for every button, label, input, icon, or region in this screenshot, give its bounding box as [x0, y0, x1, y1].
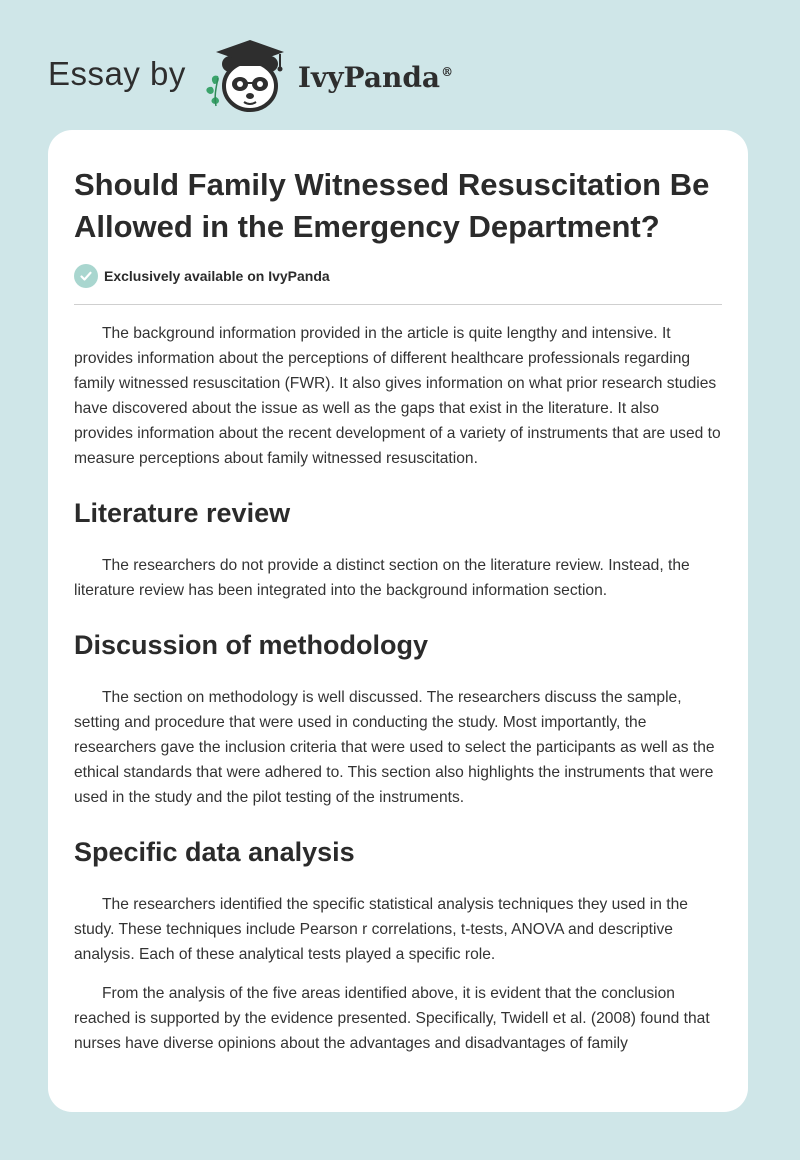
intro-paragraph: The background information provided in the article is quite lengthy and intensive. It provides information about the perceptions of different healthcare professionals regarding family witnessed resuscitation (FWR). It also gives information on what prior research studies have discovered about the issue as well as the gaps that exist in the literature. It also provides information about the recent development of a variety of instruments that are used to measure perceptions about family witnessed resuscitation.	[74, 325, 721, 467]
essay-title: Should Family Witnessed Resuscitation Be Allowed in the Emergency Department?	[74, 167, 710, 244]
section-heading: Discussion of methodology	[74, 630, 429, 660]
brand-prefix: Essay by	[48, 55, 186, 92]
section-methodology	[74, 629, 722, 810]
panda-graduate-logo[interactable]	[200, 34, 296, 114]
section-literature-review	[74, 497, 722, 603]
divider	[74, 304, 722, 305]
section-paragraph: The researchers identified the specific statistical analysis techniques they used in the study. These techniques include Pearson r correlations, t-tests, ANOVA and descriptive analysis. Each of these analytical tests played a specific role.	[74, 896, 688, 963]
brand-header	[48, 34, 453, 114]
brand-name[interactable]	[298, 61, 453, 94]
ivy-leaf-icon	[206, 76, 219, 106]
section-heading: Specific data analysis	[74, 837, 355, 867]
section-paragraph: The section on methodology is well discussed. The researchers discuss the sample, setting and procedure that were used in conducting the study. Most importantly, the researchers gave the inclusion criteria that were used to select the participants as well as the ethical standards that were adhered to. This section also highlights the instruments that were used in the study and the pilot testing of the instruments.	[74, 689, 715, 806]
exclusive-label: Exclusively available on IvyPanda	[104, 268, 330, 284]
brand-name-text: IvyPanda	[297, 60, 441, 94]
section-data-analysis	[74, 836, 722, 1056]
section-paragraph: From the analysis of the five areas identified above, it is evident that the conclusion reached is supported by the evidence presented. Specifically, Twidell et al. (2008) found that nurses have diverse opinions about the advantages and disadvantages of family	[74, 985, 710, 1052]
exclusive-badge	[74, 264, 722, 288]
section-paragraph: The researchers do not provide a distinct section on the literature review. Instead, the literature review has been integrated into the background information section.	[74, 557, 690, 599]
essay-card	[48, 130, 748, 1112]
check-circle-icon	[74, 264, 98, 288]
registered-mark: ®	[441, 65, 454, 80]
section-heading: Literature review	[74, 498, 291, 528]
